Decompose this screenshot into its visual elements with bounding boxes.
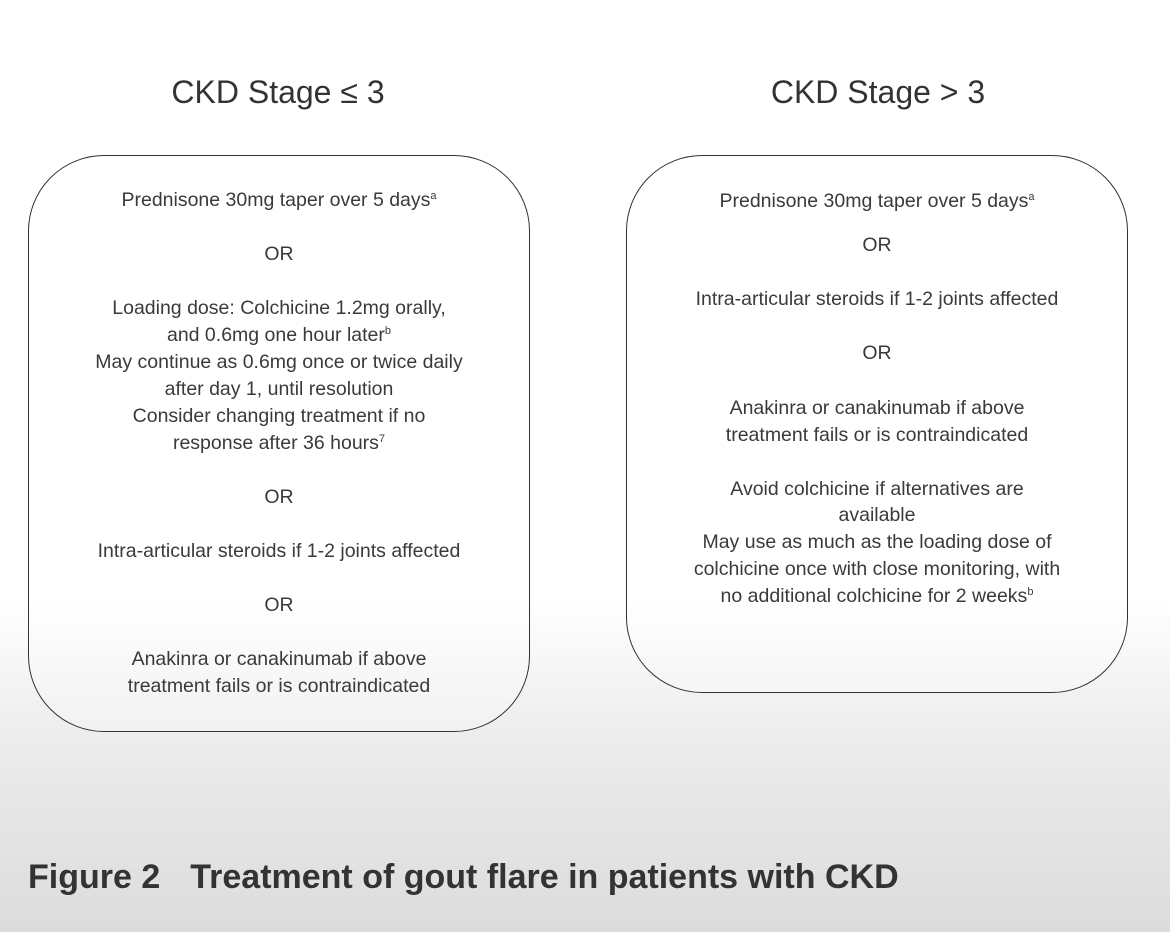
treatment-line: Consider changing treatment if no bbox=[132, 405, 426, 427]
left-column-title: CKD Stage ≤ 3 bbox=[171, 74, 385, 110]
treatment-line: treatment fails or is contraindicated bbox=[725, 424, 1029, 446]
treatment-line: Avoid colchicine if alternatives are bbox=[730, 478, 1024, 500]
treatment-line: Intra-articular steroids if 1-2 joints affected bbox=[97, 540, 461, 562]
or-separator: OR bbox=[264, 486, 294, 508]
or-separator: OR bbox=[264, 243, 294, 265]
treatment-line: Anakinra or canakinumab if above bbox=[131, 648, 427, 670]
right-treatment-box bbox=[626, 155, 1128, 693]
treatment-line: May use as much as the loading dose of bbox=[702, 531, 1052, 553]
treatment-line: May continue as 0.6mg once or twice daily bbox=[95, 351, 463, 373]
treatment-line: treatment fails or is contraindicated bbox=[127, 675, 431, 697]
treatment-line: available bbox=[838, 504, 916, 526]
treatment-line: response after 36 hours$^7$ bbox=[172, 432, 386, 454]
treatment-line: Loading dose: Colchicine 1.2mg orally, bbox=[112, 297, 446, 319]
figure-caption bbox=[28, 858, 899, 897]
treatment-line: no additional colchicine for 2 weeks$^b$ bbox=[720, 585, 1034, 607]
treatment-line: and 0.6mg one hour later$^b$ bbox=[166, 324, 392, 346]
or-separator: OR bbox=[862, 342, 892, 364]
figure-caption-text: Treatment of gout flare in patients with CKD bbox=[190, 858, 899, 896]
treatment-line: colchicine once with close monitoring, with bbox=[693, 558, 1061, 580]
figure-label: Figure 2 bbox=[28, 858, 161, 896]
left-treatment-box bbox=[28, 155, 530, 732]
treatment-line: after day 1, until resolution bbox=[164, 378, 394, 400]
right-column-title: CKD Stage > 3 bbox=[770, 74, 986, 110]
treatment-line: Prednisone 30mg taper over 5 days$^a$ bbox=[719, 190, 1035, 212]
treatment-line: Prednisone 30mg taper over 5 days$^a$ bbox=[121, 189, 437, 211]
or-separator: OR bbox=[862, 234, 892, 256]
treatment-line: Intra-articular steroids if 1-2 joints affected bbox=[695, 288, 1059, 310]
or-separator: OR bbox=[264, 594, 294, 616]
treatment-line: Anakinra or canakinumab if above bbox=[729, 397, 1025, 419]
